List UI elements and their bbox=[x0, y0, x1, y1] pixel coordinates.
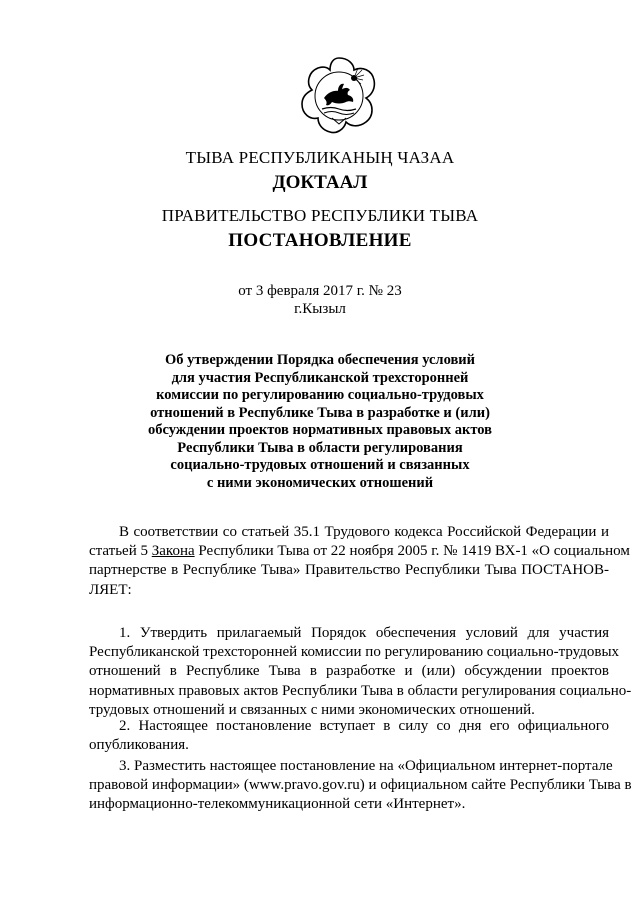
title-line: социально-трудовых отношений и связанных bbox=[170, 457, 470, 473]
title-line: обсуждении проектов нормативных правовых актов bbox=[147, 422, 493, 438]
header-doktaal: ДОКТААЛ bbox=[272, 172, 368, 193]
item-3-paragraph bbox=[89, 757, 632, 815]
item-1-line: отношений в Республике Тыва в разработке и (или) обсуждении проектов bbox=[89, 663, 609, 680]
preamble-paragraph bbox=[89, 523, 630, 600]
title-line: Республики Тыва в области регулирования bbox=[177, 439, 463, 456]
item-1-paragraph bbox=[89, 624, 632, 720]
law-link[interactable]: Закона bbox=[151, 543, 195, 560]
title-line: комиссии по регулированию социально-трудовых bbox=[156, 387, 484, 403]
tyva-coat-of-arms-icon bbox=[296, 54, 382, 138]
preamble-text: статьей 5 bbox=[89, 543, 152, 560]
item-1-line: Республиканской трехсторонней комиссии по регулированию социально-трудовых bbox=[89, 644, 620, 661]
header-tyva-line: ТЫВА РЕСПУБЛИКАНЫҢ ЧАЗАА bbox=[185, 148, 455, 167]
header-government-line: ПРАВИТЕЛЬСТВО РЕСПУБЛИКИ ТЫВА bbox=[161, 206, 479, 225]
title-line: для участия Республиканской трехсторонней bbox=[171, 369, 469, 386]
title-line: с ними экономических отношений bbox=[206, 474, 434, 491]
item-2-paragraph bbox=[89, 717, 609, 755]
item-3-line: 3. Разместить настоящее постановление на «Официальном интернет-портале bbox=[119, 758, 613, 774]
item-2-line: 2. Настоящее постановление вступает в силу со дня его официального bbox=[119, 718, 609, 734]
item-2-line: опубликования. bbox=[89, 737, 189, 754]
document-city: г.Кызыл bbox=[294, 301, 346, 317]
preamble-line bbox=[89, 542, 630, 561]
item-1-line: трудовых отношений и связанных с ними экономических отношений. bbox=[89, 701, 535, 718]
item-3-line: правовой информации» (www.pravo.gov.ru) и официальном сайте Республики Тыва в bbox=[89, 777, 632, 794]
item-3-line: информационно-телекоммуникационной сети «Интернет». bbox=[89, 796, 466, 813]
item-1-line: 1. Утвердить прилагаемый Порядок обеспечения условий для участия bbox=[119, 625, 609, 641]
item-1-line: нормативных правовых актов Республики Тыва в области регулирования социально- bbox=[89, 682, 632, 699]
document-date: от 3 февраля 2017 г. № 23 bbox=[238, 283, 402, 299]
preamble-line: партнерстве в Республике Тыва» Правительство Республики Тыва ПОСТАНОВ- bbox=[89, 562, 609, 579]
preamble-line: ЛЯЕТ: bbox=[89, 581, 132, 598]
preamble-text: Республики Тыва от 22 ноября 2005 г. № 1419 ВХ-1 «О социальном bbox=[194, 543, 630, 560]
title-line: Об утверждении Порядка обеспечения условий bbox=[165, 352, 475, 368]
document-title bbox=[0, 352, 640, 492]
preamble-line: В соответствии со статьей 35.1 Трудового кодекса Российской Федерации и bbox=[119, 524, 609, 540]
title-line: отношений в Республике Тыва в разработке и (или) bbox=[150, 404, 490, 421]
header-postanovlenie: ПОСТАНОВЛЕНИЕ bbox=[228, 230, 412, 251]
